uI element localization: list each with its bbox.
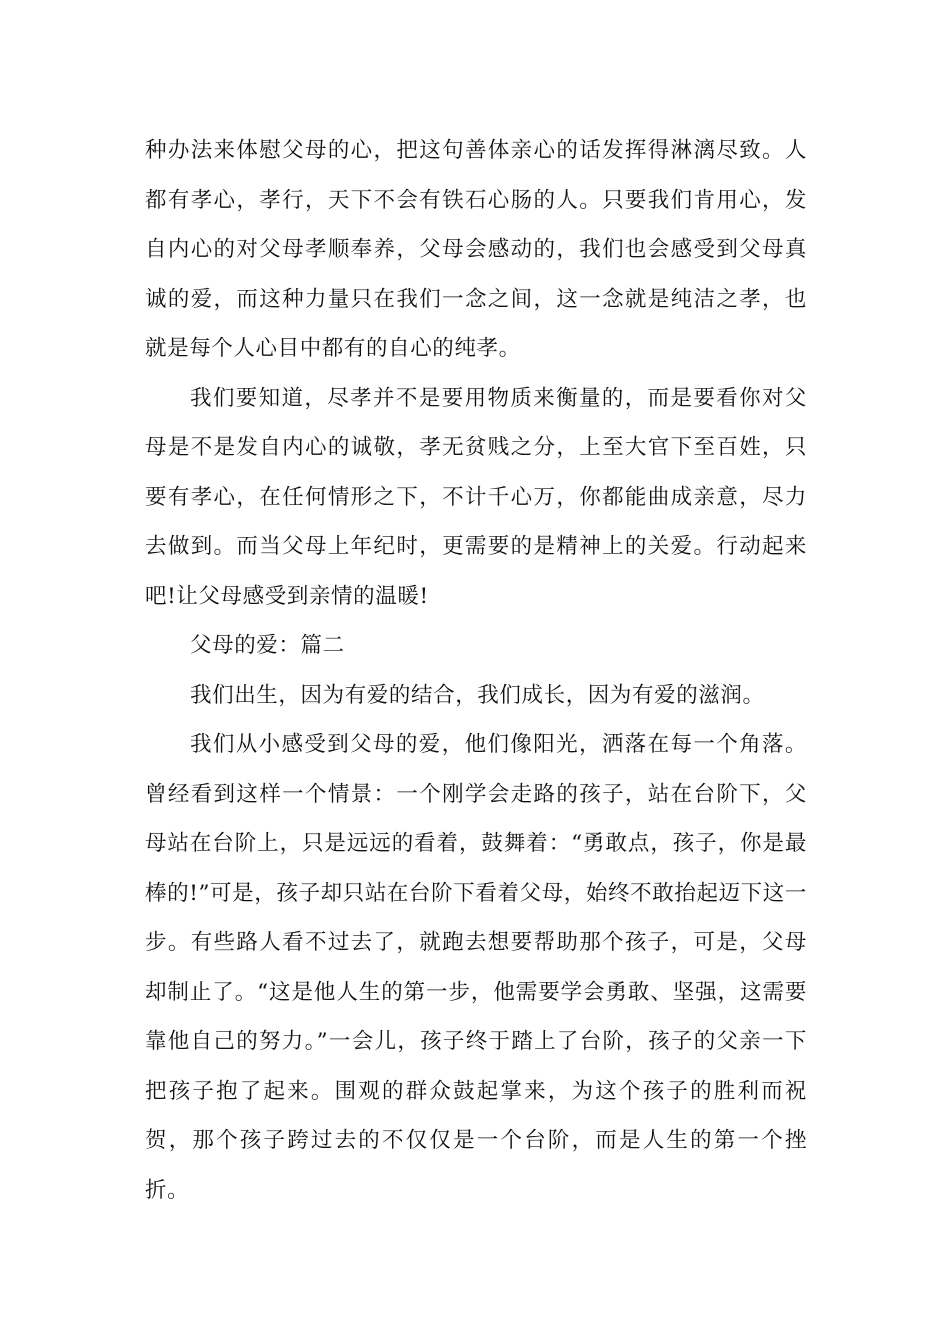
paragraph-birth-growth: 我们出生，因为有爱的结合，我们成长，因为有爱的滋润。 [190,682,765,708]
section-heading: 父母的爱：篇二 [190,633,345,658]
paragraph-filial-piety: 我们要知道，尽孝并不是要用物质来衡量的，而是要看你对父母是不是发自内心的诚敬，孝无贫贱之分，上至大官下至百姓，只要有孝心，在任何情形之下，不计千心万，你都能曲成亲意，尽力去做到。而当父母上年纪时，更需要的是精神上的关爱。行动起来吧!让父母感受到亲情的温暖! [145,385,807,609]
document-body [145,126,807,1215]
paragraph-continuation: 种办法来体慰父母的心，把这句善体亲心的话发挥得淋漓尽致。人都有孝心，孝行，天下不会有铁石心肠的人。只要我们肯用心，发自内心的对父母孝顺奉养，父母会感动的，我们也会感受到父母真诚的爱，而这种力量只在我们一念之间，这一念就是纯洁之孝，也就是每个人心目中都有的自心的纯孝。 [145,138,807,361]
paragraph-first-step: 我们从小感受到父母的爱，他们像阳光，洒落在每一个角落。曾经看到这样一个情景：一个刚学会走路的孩子，站在台阶下，父母站在台阶上，只是远远的看着，鼓舞着：“勇敢点，孩子，你是最棒的!”可是，孩子却只站在台阶下看着父母，始终不敢抬起迈下这一步。有些路人看不过去了，就跑去想要帮助那个孩子，可是，父母却制止了。“这是他人生的第一步，他需要学会勇敢、坚强，这需要靠他自己的努力。”一会儿，孩子终于踏上了台阶，孩子的父亲一下把孩子抱了起来。围观的群众鼓起掌来，为这个孩子的胜利而祝贺，那个孩子跨过去的不仅仅是一个台阶，而是人生的第一个挫折。 [145,732,807,1203]
